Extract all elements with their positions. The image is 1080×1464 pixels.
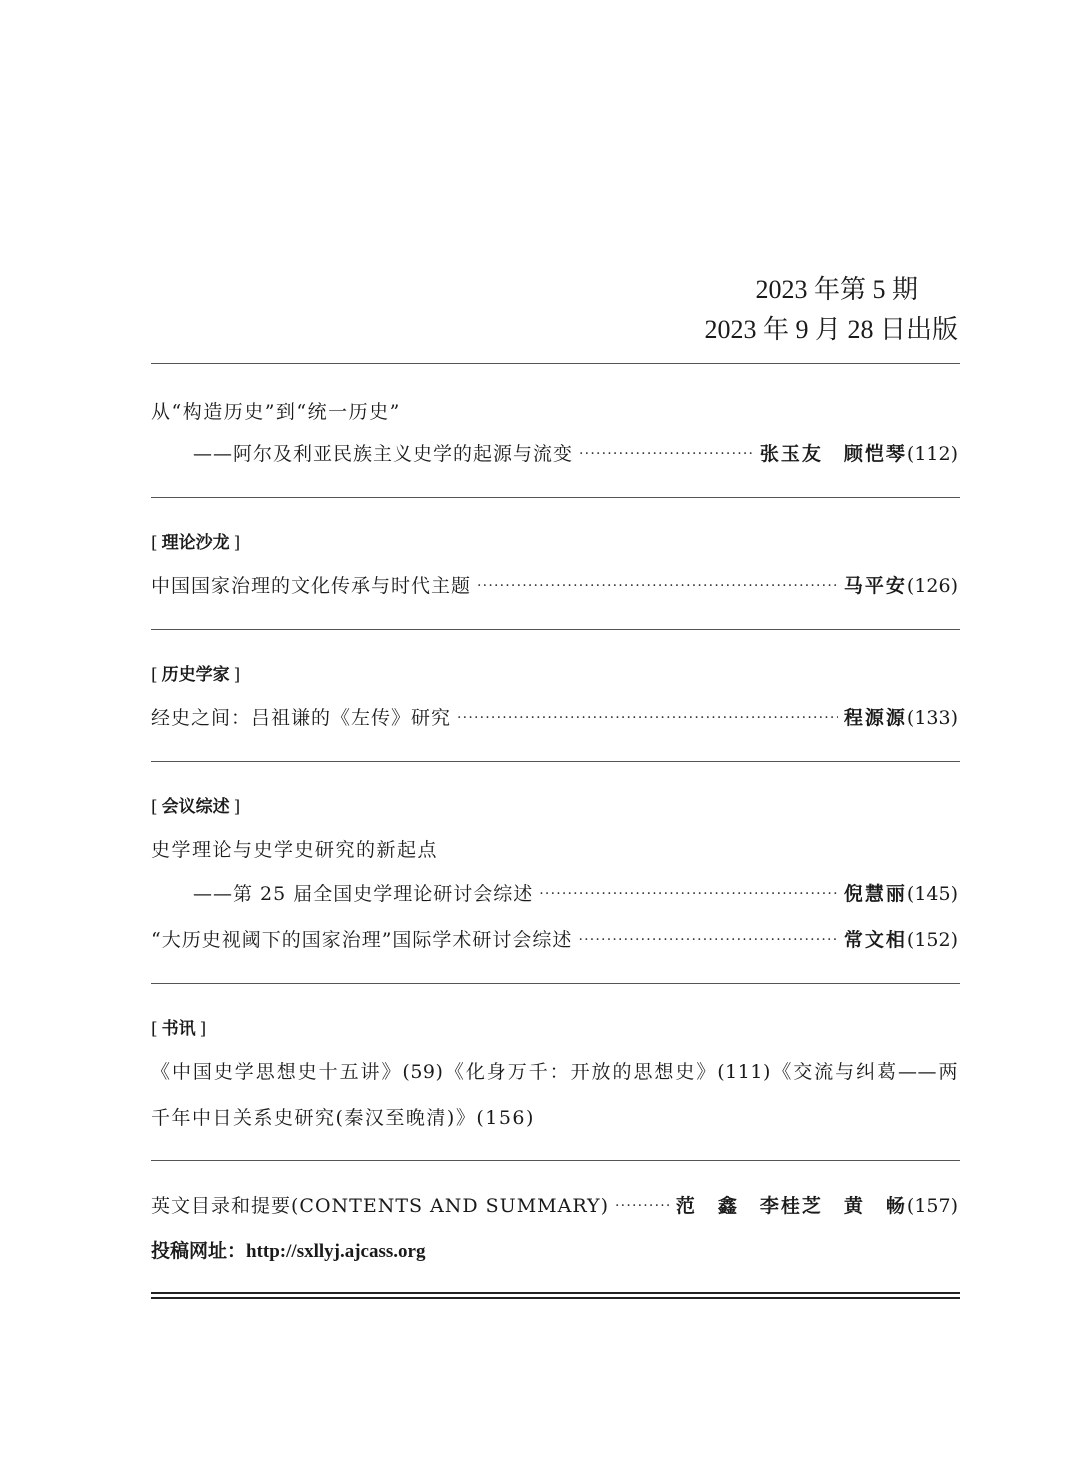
divider: [151, 1160, 960, 1161]
entry-author: 张玉友 顾恺琴: [759, 443, 907, 465]
divider: [151, 629, 960, 630]
entry-title: 中国国家治理的文化传承与时代主题: [151, 575, 472, 597]
toc-entry[interactable]: [151, 1192, 958, 1220]
entry-author: 倪慧丽: [843, 883, 907, 905]
section-heading-theory-salon: [ 理论沙龙 ]: [151, 533, 241, 553]
entry-page: (126): [906, 575, 958, 597]
dot-leader: [477, 572, 838, 600]
section-heading-books: [ 书讯 ]: [151, 1019, 207, 1039]
divider: [151, 983, 960, 984]
issue-info: [704, 270, 958, 350]
entry-title[interactable]: 从“构造历史”到“统一历史”: [151, 401, 401, 423]
submission-url[interactable]: http://sxllyj.ajcass.org: [246, 1241, 426, 1262]
entry-subtitle: ——阿尔及利亚民族主义史学的起源与流变: [193, 443, 574, 465]
submission-label: 投稿网址：: [151, 1240, 247, 1262]
book-list-line-2[interactable]: 千年中日关系史研究(秦汉至晚清)》(156): [151, 1107, 535, 1129]
section-heading-conference: [ 会议综述 ]: [151, 797, 241, 817]
dot-leader: [615, 1192, 670, 1220]
dot-leader: [539, 880, 838, 908]
book-list-line-1[interactable]: 《中国史学思想史十五讲》(59)《化身万千：开放的思想史》(111)《交流与纠葛——两: [151, 1061, 958, 1083]
entry-title: “大历史视阈下的国家治理”国际学术研讨会综述: [151, 929, 573, 951]
entry-page: (152): [906, 929, 958, 951]
divider: [151, 363, 960, 364]
dot-leader: [457, 704, 838, 732]
entry-author: 范 鑫 李桂芝 黄 畅: [675, 1195, 907, 1217]
entry-author: 马平安: [843, 575, 907, 597]
entry-title[interactable]: 史学理论与史学史研究的新起点: [151, 839, 439, 861]
entry-page: (133): [906, 707, 958, 729]
toc-entry[interactable]: [193, 880, 958, 908]
entry-title: 经史之间：吕祖谦的《左传》研究: [151, 707, 452, 729]
toc-entry[interactable]: [151, 926, 958, 954]
issue-number: 2023 年第 5 期: [755, 275, 918, 304]
publication-date: 2023 年 9 月 28 日出版: [704, 315, 958, 344]
toc-entry[interactable]: [193, 440, 958, 468]
divider: [151, 761, 960, 762]
divider: [151, 497, 960, 498]
entry-page: (112): [906, 443, 958, 465]
submission-info: [151, 1237, 425, 1265]
entry-author: 程源源: [843, 707, 907, 729]
toc-entry[interactable]: [151, 572, 958, 600]
entry-page: (145): [906, 883, 958, 905]
dot-leader: [579, 440, 754, 468]
entry-author: 常文相: [843, 929, 907, 951]
dot-leader: [578, 926, 837, 954]
entry-page: (157): [906, 1195, 958, 1217]
entry-title: 英文目录和提要(CONTENTS AND SUMMARY): [151, 1195, 610, 1217]
entry-subtitle: ——第 25 届全国史学理论研讨会综述: [193, 883, 534, 905]
section-heading-historians: [ 历史学家 ]: [151, 665, 241, 685]
toc-entry[interactable]: [151, 704, 958, 732]
double-divider: [151, 1292, 960, 1299]
